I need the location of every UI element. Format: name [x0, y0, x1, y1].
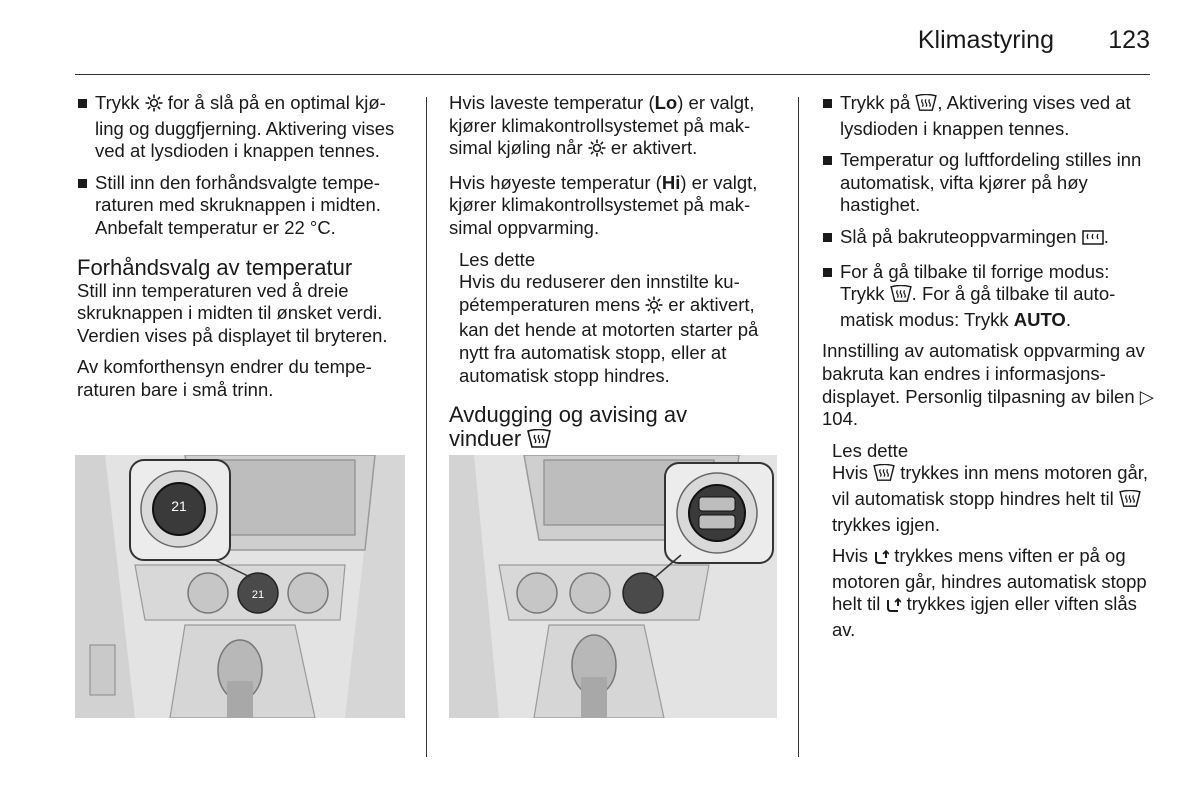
windshield-defrost-icon: [527, 429, 551, 454]
paragraph: Av komforthensyn endrer du temperaturen bare i små trinn.: [77, 356, 372, 400]
note-title: Les dette: [832, 439, 909, 461]
page-number: 123: [1108, 26, 1150, 54]
text-run: For å gå tilbake til forrige modus: Trykk: [840, 260, 1110, 305]
section-heading: Forhåndsvalg av temperatur: [77, 254, 353, 280]
bullet-preset-temperature: [77, 172, 407, 240]
text-bold: Hi: [661, 171, 681, 193]
text-run: Hvis laveste temperatur (: [449, 92, 655, 113]
text-run: trykkes igjen.: [832, 513, 940, 535]
text-bold: AUTO: [1013, 308, 1066, 330]
text-run: er aktivert.: [605, 137, 698, 159]
text-run: , Aktivering vises ved at lysdioden i knappen tennes.: [840, 92, 1131, 139]
column-2: [449, 92, 779, 454]
sun-icon: [645, 296, 663, 320]
text-run: Hvis: [832, 545, 874, 567]
text-run: . For å gå tilbake til automatisk modus: Trykk: [840, 283, 1116, 330]
paragraph-hi: [449, 172, 779, 240]
bullet-rear-defrost: [822, 226, 1154, 252]
note-title: Les dette: [459, 248, 536, 270]
text-run: trykkes mens viften er på og motoren går, hindres automatisk stopp helt til: [832, 545, 1147, 615]
paragraph-autostop: [822, 545, 1154, 641]
bullet-optimal-cooling: [77, 92, 407, 163]
autostop-icon: [873, 548, 889, 571]
note-box: [822, 440, 1154, 536]
text-run: Hvis høyeste temperatur (: [449, 171, 662, 193]
text-run: trykkes inn mens motoren går, vil automatisk stopp hindres helt til: [832, 462, 1149, 509]
paragraph-lo: [449, 92, 779, 163]
display-small: 21: [251, 589, 265, 601]
heading-line: vinduer: [449, 426, 522, 452]
column-divider: [798, 97, 799, 757]
paragraph: Still inn temperaturen ved å dreie skruknappen i midten til ønsket verdi. Verdien vises på displayet til bryteren.: [77, 279, 388, 346]
display-large: 21: [171, 498, 187, 514]
column-divider: [426, 97, 427, 757]
windshield-defrost-icon: [915, 94, 937, 118]
text-run: Temperatur og luftfordeling stilles inn automatisk, vifta kjører på høy hastighet.: [840, 149, 1142, 216]
text-run: Innstilling av automatisk oppvarming av bakruta kan endres i informasjonsdisplayet. Personlig tilpasning av bilen: [822, 340, 1145, 407]
sun-icon: [588, 139, 606, 163]
sun-icon: [145, 94, 163, 118]
text-bold: Lo: [654, 92, 678, 113]
windshield-defrost-icon: [1119, 490, 1141, 514]
windshield-defrost-icon: [890, 285, 912, 309]
bullet-return-mode: [822, 261, 1154, 332]
chapter-title: Klimastyring: [917, 26, 1054, 54]
text-run: Trykk: [95, 92, 145, 113]
text-run: Slå på bakruteoppvarmingen: [840, 225, 1082, 247]
bullet-auto-distribution: [822, 149, 1154, 217]
paragraph: [822, 340, 1154, 430]
header-rule: [75, 74, 1150, 75]
text-run: trykkes igjen eller viften slås av.: [832, 593, 1137, 640]
text-run: er aktivert, kan det hende at motorten starter på nytt fra automatisk stopp, eller at automatisk stopp hindres.: [459, 293, 759, 386]
text-run: ) er valgt, kjører klimakontrollsystemet på maksimal kjøling når: [449, 92, 755, 159]
column-1: [77, 92, 407, 411]
text-run: Still inn den forhåndsvalgte temperaturen med skruknappen i midten. Anbefalt temperatur er 22 °C.: [95, 171, 381, 238]
text-run: Hvis du reduserer den innstilte kupétemperaturen mens: [459, 271, 740, 315]
column-3: [822, 92, 1154, 650]
windshield-defrost-icon: [873, 464, 895, 488]
figure-defrost-buttons: [449, 455, 777, 718]
text-run: 104.: [822, 408, 859, 430]
autostop-icon: [885, 596, 901, 619]
text-run: for å slå på en optimal kjøling og duggfjerning. Aktivering vises ved at lysdioden i knappen tennes.: [95, 92, 395, 162]
text-run: ) er valgt, kjører klimakontrollsystemet på maksimal oppvarming.: [449, 171, 758, 238]
page-reference-arrow: ▷: [1139, 385, 1155, 407]
text-run: Hvis: [832, 462, 874, 484]
bullet-press-defrost: [822, 92, 1154, 140]
text-run: .: [1103, 225, 1109, 247]
text-run: Trykk på: [840, 92, 916, 113]
section-heading: [449, 403, 779, 454]
figure-temperature-knob: [75, 455, 405, 718]
rear-defrost-icon: [1082, 229, 1104, 252]
heading-line: Avdugging og avising av: [449, 402, 688, 428]
note-box: [449, 249, 779, 388]
text-run: .: [1065, 308, 1071, 330]
